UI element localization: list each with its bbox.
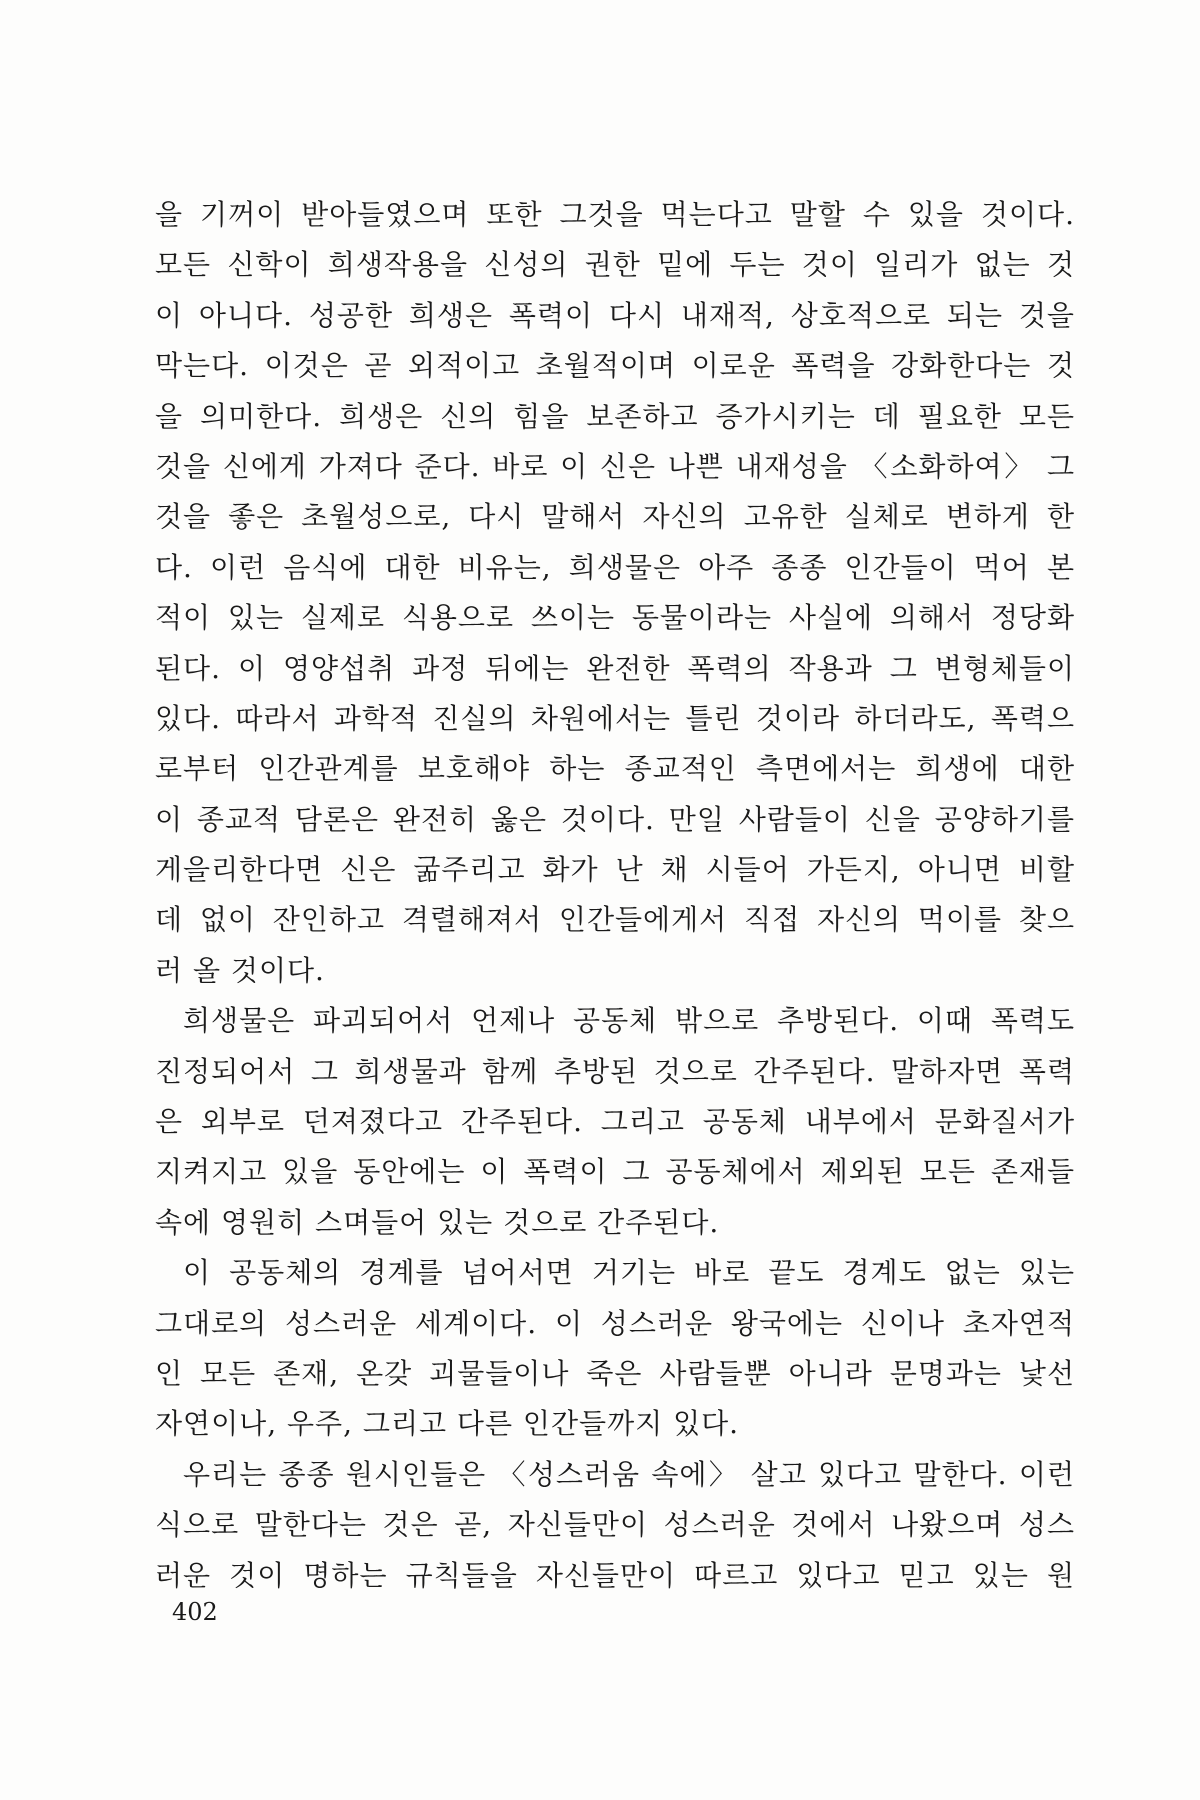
text-line: 된다. 이 영양섭취 과정 뒤에는 완전한 폭력의 작용과 그 변형체들이 (155, 651, 1075, 685)
text-line: 속에 영원히 스며들어 있는 것으로 간주된다. (155, 1205, 720, 1239)
text-line: 은 외부로 던져졌다고 간주된다. 그리고 공동체 내부에서 문화질서가 (155, 1105, 1075, 1139)
paragraph (155, 1450, 1075, 1601)
text-line: 희생물은 파괴되어서 언제나 공동체 밖으로 추방된다. 이때 폭력도 (183, 1004, 1075, 1038)
text-line: 자연이나, 우주, 그리고 다른 인간들까지 있다. (155, 1407, 740, 1441)
text-line: 이 아니다. 성공한 희생은 폭력이 다시 내재적, 상호적으로 되는 것을 (155, 298, 1075, 332)
text-line: 게을리한다면 신은 굶주리고 화가 난 채 시들어 가든지, 아니면 비할 (155, 853, 1075, 887)
text-line: 데 없이 잔인하고 격렬해져서 인간들에게서 직접 자신의 먹이를 찾으 (155, 903, 1075, 937)
text-line: 것을 신에게 가져다 준다. 바로 이 신은 나쁜 내재성을 〈소화하여〉 그 (155, 449, 1075, 483)
paragraph (155, 1248, 1075, 1450)
paragraph (155, 996, 1075, 1248)
text-line: 적이 있는 실제로 식용으로 쓰이는 동물이라는 사실에 의해서 정당화 (155, 601, 1075, 635)
text-line: 모든 신학이 희생작용을 신성의 권한 밑에 두는 것이 일리가 없는 것 (155, 248, 1075, 282)
text-line: 이 공동체의 경계를 넘어서면 거기는 바로 끝도 경계도 없는 있는 (183, 1256, 1075, 1290)
text-line: 우리는 종종 원시인들은 〈성스러움 속에〉 살고 있다고 말한다. 이런 (183, 1457, 1075, 1491)
text-line: 지켜지고 있을 동안에는 이 폭력이 그 공동체에서 제외된 모든 존재들 (155, 1155, 1075, 1189)
text-line: 식으로 말한다는 것은 곧, 자신들만이 성스러운 것에서 나왔으며 성스 (155, 1508, 1075, 1542)
text-line: 다. 이런 음식에 대한 비유는, 희생물은 아주 종종 인간들이 먹어 본 (155, 550, 1075, 584)
text-line: 러운 것이 명하는 규칙들을 자신들만이 따르고 있다고 믿고 있는 원 (155, 1558, 1075, 1592)
text-line: 을 기꺼이 받아들였으며 또한 그것을 먹는다고 말할 수 있을 것이다. (155, 198, 1075, 231)
text-line: 것을 좋은 초월성으로, 다시 말해서 자신의 고유한 실체로 변하게 한 (155, 500, 1075, 534)
text-line: 을 의미한다. 희생은 신의 힘을 보존하고 증가시키는 데 필요한 모든 (155, 399, 1075, 433)
text-line: 인 모든 존재, 온갖 괴물들이나 죽은 사람들뿐 아니라 문명과는 낯선 (155, 1356, 1075, 1390)
text-line: 그대로의 성스러운 세계이다. 이 성스러운 왕국에는 신이나 초자연적 (155, 1306, 1075, 1340)
page-number: 402 (172, 1598, 218, 1626)
text-line: 로부터 인간관계를 보호해야 하는 종교적인 측면에서는 희생에 대한 (155, 752, 1075, 786)
text-line: 막는다. 이것은 곧 외적이고 초월적이며 이로운 폭력을 강화한다는 것 (155, 349, 1075, 383)
text-line: 있다. 따라서 과학적 진실의 차원에서는 틀린 것이라 하더라도, 폭력으 (155, 701, 1075, 735)
text-line: 이 종교적 담론은 완전히 옳은 것이다. 만일 사람들이 신을 공양하기를 (155, 802, 1075, 836)
body-text (155, 190, 1075, 1601)
text-line: 진정되어서 그 희생물과 함께 추방된 것으로 간주된다. 말하자면 폭력 (155, 1054, 1075, 1088)
text-line: 러 올 것이다. (155, 953, 325, 987)
paragraph (155, 190, 1075, 996)
